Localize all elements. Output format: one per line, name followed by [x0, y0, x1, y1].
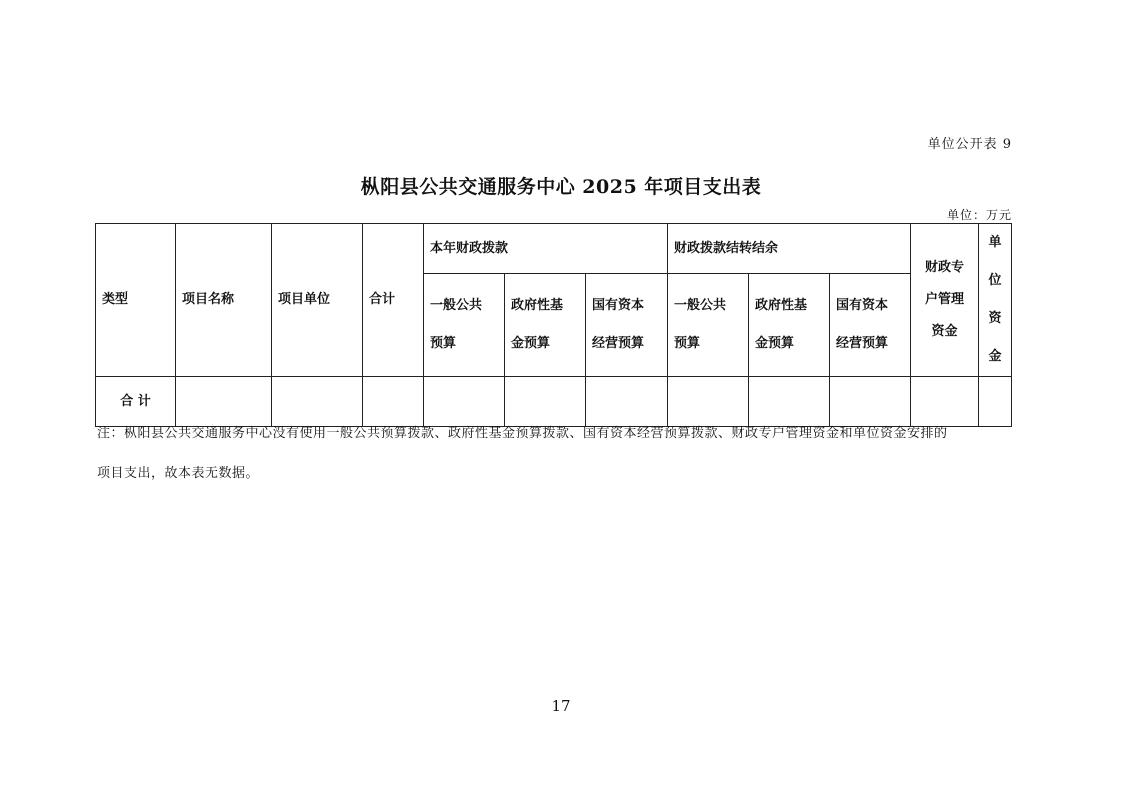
sub-gov-fund-line1: 政府性基	[511, 298, 564, 313]
col-project-unit: 项目单位	[272, 224, 363, 377]
header-row-top	[96, 224, 1012, 274]
sub-state-capital-line2: 经营预算	[836, 336, 889, 351]
sub-general-budget-carryover	[668, 274, 749, 377]
sub-general-line2: 预算	[430, 336, 457, 351]
sub-general-budget-current	[424, 274, 505, 377]
project-expenditure-table	[95, 223, 1012, 427]
note-line-1: 注：枞阳县公共交通服务中心没有使用一般公共预算拨款、政府性基金预算拨款、国有资本经营预算拨款、财政专户管理资金和单位资金安排的	[97, 426, 948, 441]
sub-state-capital-budget-current	[586, 274, 668, 377]
col-type: 类型	[96, 224, 176, 377]
group-current-year-appropriation: 本年财政拨款	[424, 224, 668, 274]
col-project-name: 项目名称	[176, 224, 272, 377]
sub-state-capital-budget-carryover	[830, 274, 911, 377]
col-special-line1: 财政专	[925, 260, 965, 275]
col-special-line2: 户管理	[925, 292, 965, 307]
page-number: 17	[551, 697, 571, 715]
sub-general-line2: 预算	[674, 336, 701, 351]
sub-general-line1: 一般公共	[674, 298, 727, 313]
sub-gov-fund-line2: 金预算	[511, 336, 551, 351]
table-note	[97, 414, 1027, 494]
sub-state-capital-line1: 国有资本	[836, 298, 889, 313]
sub-general-line1: 一般公共	[430, 298, 483, 313]
sub-gov-fund-budget-carryover	[749, 274, 830, 377]
col-total: 合计	[363, 224, 424, 377]
sub-state-capital-line1: 国有资本	[592, 298, 645, 313]
sub-state-capital-line2: 经营预算	[592, 336, 645, 351]
col-special-account-funds	[911, 224, 979, 377]
group-carryover-balance: 财政拨款结转结余	[668, 224, 911, 274]
col-unit-funds-line2: 资金	[988, 311, 1002, 364]
sub-gov-fund-budget-current	[505, 274, 586, 377]
sub-gov-fund-line1: 政府性基	[755, 298, 808, 313]
total-row-label: 合 计	[96, 377, 176, 427]
col-special-line3: 资金	[931, 324, 958, 339]
unit-label: 单位：万元	[946, 208, 1012, 222]
col-unit-funds	[979, 224, 1012, 377]
document-title: 枞阳县公共交通服务中心 2025 年项目支出表	[360, 176, 762, 198]
col-unit-funds-line1: 单位	[988, 235, 1002, 288]
sub-gov-fund-line2: 金预算	[755, 336, 795, 351]
form-code: 单位公开表 9	[927, 137, 1012, 152]
note-line-2: 项目支出，故本表无数据。	[97, 466, 260, 481]
